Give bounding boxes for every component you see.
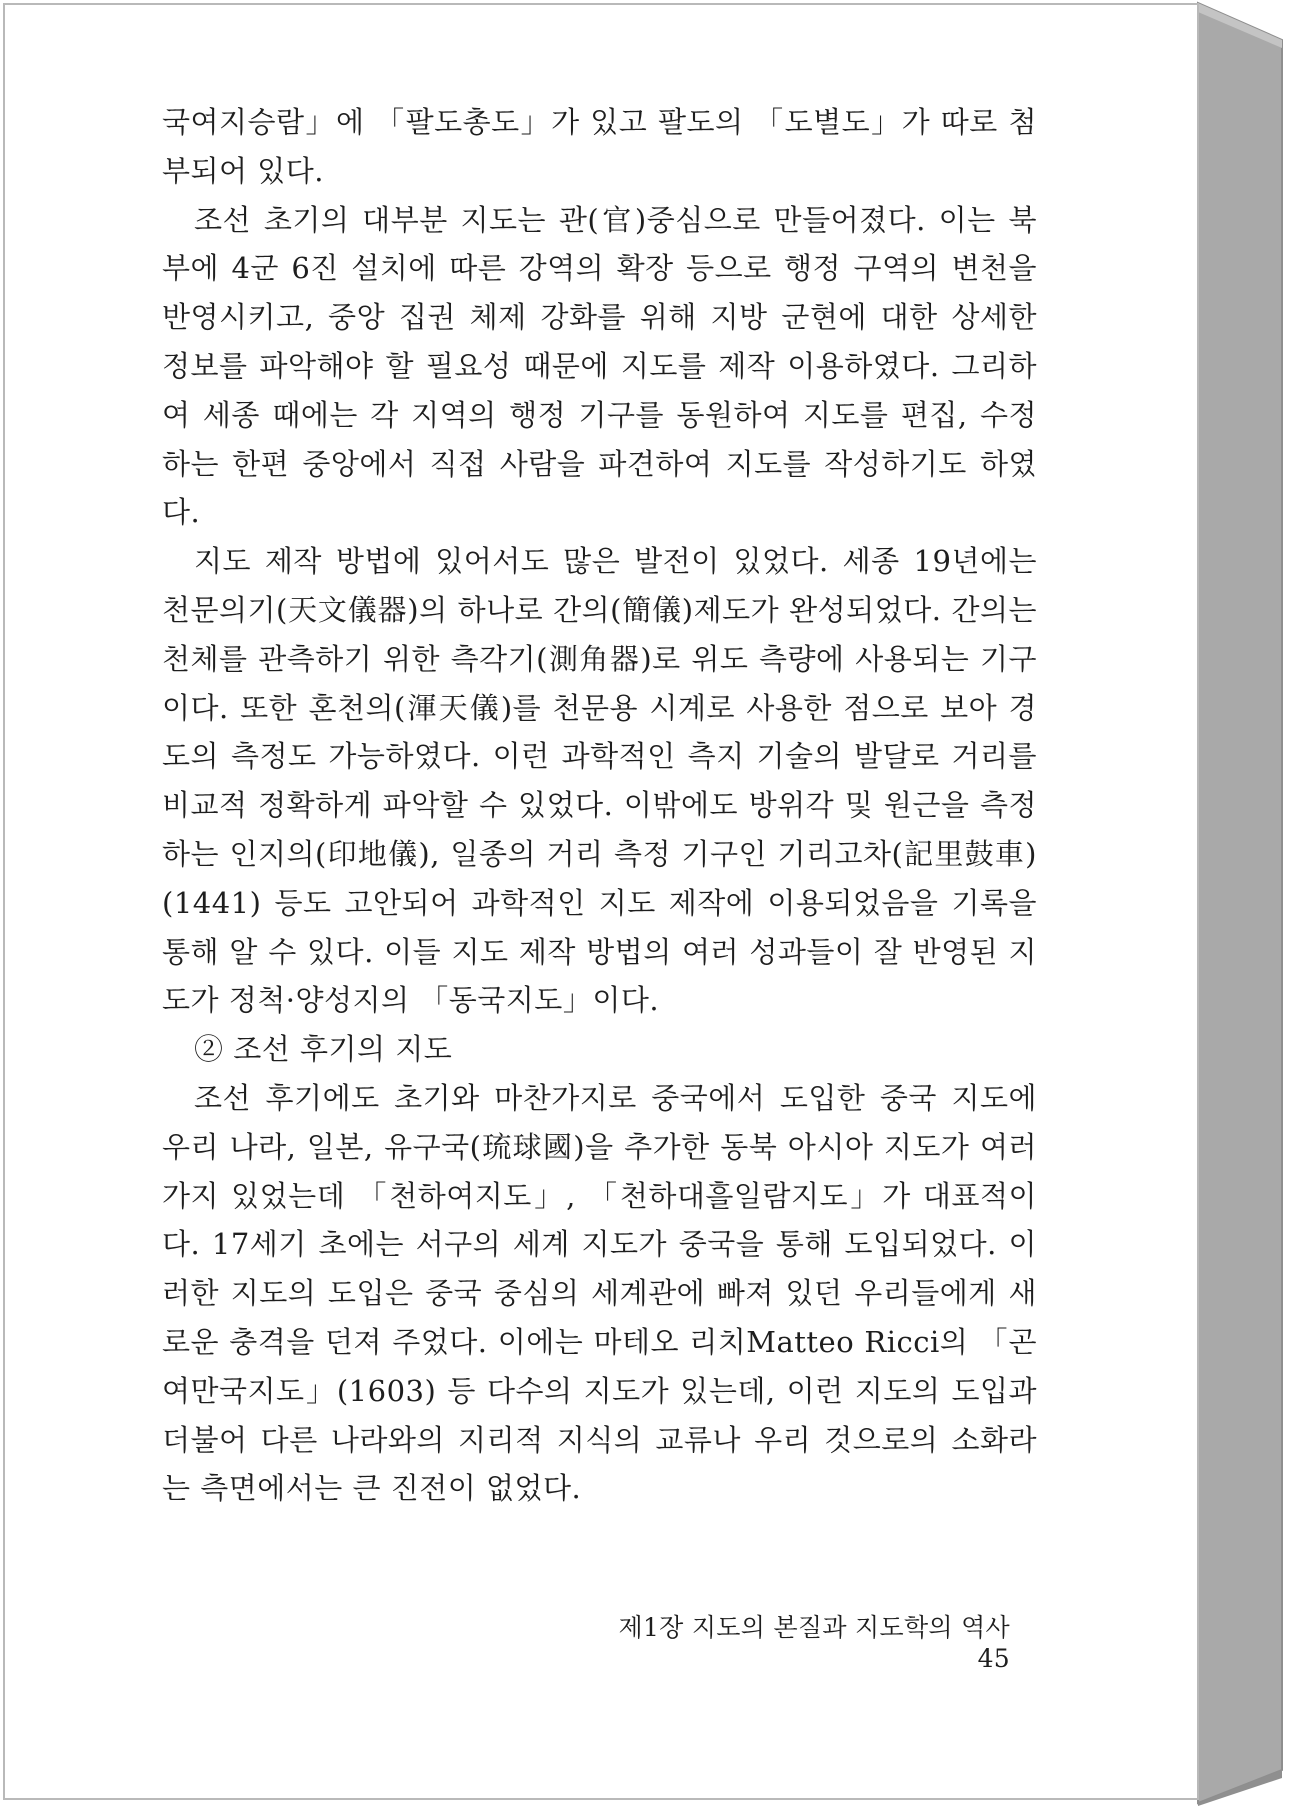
paragraph-2: 조선 초기의 대부분 지도는 관(官)중심으로 만들어졌다. 이는 북부에 4군 6진 설치에 따른 강역의 확장 등으로 행정 구역의 변천을 반영시키고, 중앙 집권 체제 강화를 위해 지방 군현에 대한 상세한 정보를 파악해야 할 필요성 때문에 지도를 제작 이용하였다. 그리하여 세종 때에는 각 지역의 행정 기구를 동원하여 지도를 편집, 수정하는 한편 중앙에서 직접 사람을 파견하여 지도를 작성하기도 하였다. (162, 202, 1037, 530)
book-page (3, 3, 1199, 1800)
section-heading: ② 조선 후기의 지도 (194, 1032, 453, 1067)
page-number: 45 (977, 1644, 1010, 1673)
page-body (162, 98, 1037, 1513)
paragraph-4: 조선 후기에도 초기와 마찬가지로 중국에서 도입한 중국 지도에 우리 나라, 일본, 유구국(琉球國)을 추가한 동북 아시아 지도가 여러 가지 있었는데 「천하여지도」, 「천하대흘일람지도」가 대표적이다. 17세기 초에는 서구의 세계 지도가 중국을 통해 도입되었다. 이러한 지도의 도입은 중국 중심의 세계관에 빠져 있던 우리들에게 새로운 충격을 던져 주었다. 이에는 마테오 리치Matteo Ricci의 「곤여만국지도」(1603) 등 다수의 지도가 있는데, 이런 지도의 도입과 더불어 다른 나라와의 지리적 지식의 교류나 우리 것으로의 소화라는 측면에서는 큰 진전이 없었다. (162, 1080, 1037, 1506)
page-footer (580, 1608, 1010, 1673)
paragraph-1: 국여지승람」에 「팔도총도」가 있고 팔도의 「도별도」가 따로 첨부되어 있다. (162, 105, 1037, 188)
running-title: 제1장 지도의 본질과 지도학의 역사 (618, 1613, 1010, 1642)
paragraph-3: 지도 제작 방법에 있어서도 많은 발전이 있었다. 세종 19년에는 천문의기(天文儀器)의 하나로 간의(簡儀)제도가 완성되었다. 간의는 천체를 관측하기 위한 측각기(測角器)로 위도 측량에 사용되는 기구이다. 또한 혼천의(渾天儀)를 천문용 시계로 사용한 점으로 보아 경도의 측정도 가능하였다. 이런 과학적인 측지 기술의 발달로 거리를 비교적 정확하게 파악할 수 있었다. 이밖에도 방위각 및 원근을 측정하는 인지의(印地儀), 일종의 거리 측정 기구인 기리고차(記里鼓車)(1441) 등도 고안되어 과학적인 지도 제작에 이용되었음을 기록을 통해 알 수 있다. 이들 지도 제작 방법의 여러 성과들이 잘 반영된 지도가 정척·양성지의 「동국지도」이다. (162, 544, 1037, 1018)
